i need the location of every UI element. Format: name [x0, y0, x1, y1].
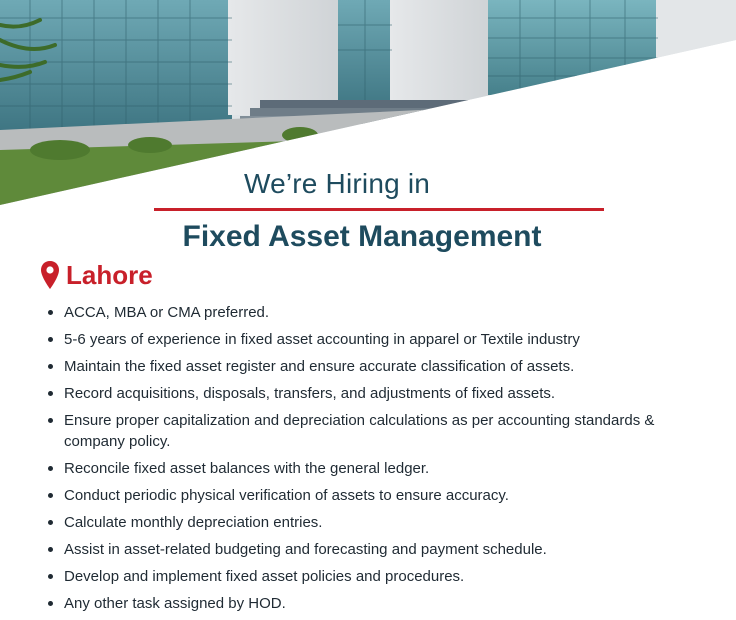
location-city: Lahore: [66, 259, 153, 290]
bullet-icon: [48, 418, 53, 423]
requirement-text: Conduct periodic physical verification of assets to ensure accuracy.: [64, 487, 509, 504]
bullet-icon: [48, 391, 53, 396]
job-title: Fixed Asset Management: [182, 220, 542, 253]
list-item: [44, 383, 704, 404]
list-item: [44, 485, 704, 506]
list-item: [44, 329, 704, 350]
list-item: [44, 356, 704, 377]
bullet-icon: [48, 364, 53, 369]
requirement-text: Reconcile fixed asset balances with the general ledger.: [64, 460, 430, 477]
list-item: [44, 593, 704, 614]
requirement-text: Ensure proper capitalization and depreciation calculations as per accounting standards & company policy.: [64, 412, 655, 450]
requirements-list: [44, 302, 704, 620]
job-location: [40, 258, 153, 292]
heading-divider: [154, 208, 604, 211]
list-item: [44, 458, 704, 479]
bullet-icon: [48, 493, 53, 498]
map-pin-icon: [40, 260, 60, 290]
bullet-icon: [48, 520, 53, 525]
requirement-text: ACCA, MBA or CMA preferred.: [64, 304, 270, 321]
list-item: [44, 410, 704, 452]
requirement-text: Calculate monthly depreciation entries.: [64, 514, 323, 531]
bullet-icon: [48, 337, 53, 342]
bullet-icon: [48, 547, 53, 552]
bullet-icon: [48, 601, 53, 606]
list-item: [44, 302, 704, 323]
list-item: [44, 566, 704, 587]
bullet-icon: [48, 310, 53, 315]
requirement-text: Assist in asset-related budgeting and forecasting and payment schedule.: [64, 541, 547, 558]
requirement-text: Maintain the fixed asset register and ensure accurate classification of assets.: [64, 358, 575, 375]
bullet-icon: [48, 574, 53, 579]
requirement-text: Record acquisitions, disposals, transfers, and adjustments of fixed assets.: [64, 385, 556, 402]
requirement-text: Develop and implement fixed asset policies and procedures.: [64, 568, 465, 585]
requirement-text: Any other task assigned by HOD.: [64, 595, 286, 612]
bullet-icon: [48, 466, 53, 471]
list-item: [44, 539, 704, 560]
list-item: [44, 512, 704, 533]
requirement-text: 5-6 years of experience in fixed asset accounting in apparel or Textile industry: [64, 331, 580, 348]
hiring-heading: We’re Hiring in: [243, 168, 431, 199]
